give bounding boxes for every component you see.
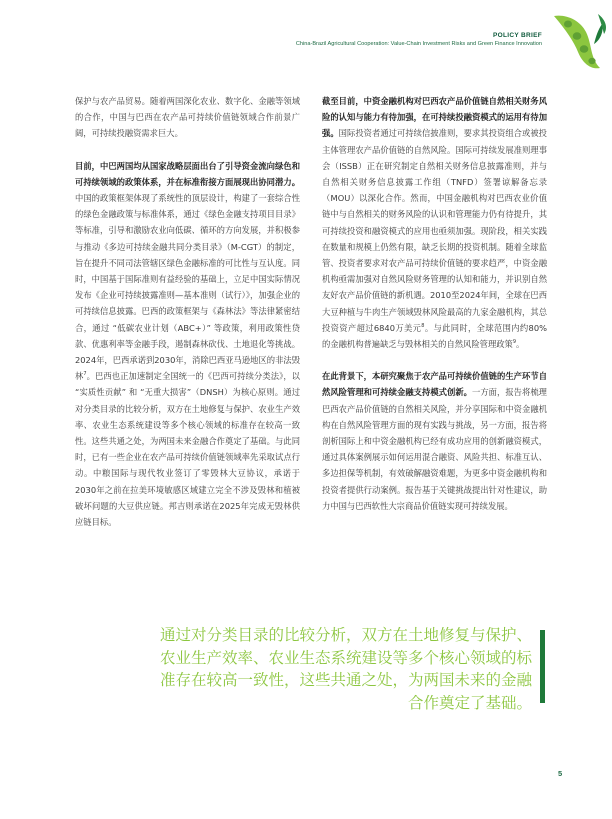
left-text-column bbox=[75, 93, 300, 546]
left-paragraph-2: 目前，中巴两国均从国家战略层面出台了引导资金流向绿色和可持续领域的政策体系，并在标准衔接方面展现出协同潜力。中国的政策框架体现了系统性的顶层设计，构建了一套综合性的绿色金融政策与标准体系，通过《绿色金融支持项目目录》等标准，引导和激励农业向低碳、循环的方向发展，并积极参与推动《多边可持续金融共同分类目录》（M-CGT）的制定，旨在提升不同司法管辖区绿色金融标准的可比性与互认度。同时，中国基于国际准则有益经验的基础上，立足中国实际情况发布《企业可持续披露准则—基本准则（试行）》，加强企业的可持续信息披露。巴西的政策框架与《森林法》等法律紧密结合，通过 “低碳农业计划（ABC+）” 等政策，利用政策性贷款、优惠利率等金融手段，遏制森林砍伐、土地退化等挑战。2024年，巴西承诺到2030年，消除巴西亚马逊地区的非法毁林$^7$。巴西也正加速制定全国统一的《巴西可持续分类法》，以 “实质性贡献” 和 “无重大损害”（DNSH）为核心原则。通过对分类目录的比较分析，双方在土地修复与保护、农业生产效率、农业生态系统建设等多个核心领域的标准存在较高一致性。这些共通之处，为两国未来金融合作奠定了基础。与此同时，已有一些企业在农产品可持续价值链领域率先采取试点行动。中粮国际与现代牧业签订了零毁林大豆协议，承诺于2030年之前在拉美环境敏感区域建立完全不涉及毁林和植被破坏问题的大豆供应链。邦吉则承诺在2025年完成无毁林供应链目标。 bbox=[75, 160, 300, 528]
right-paragraph-1: 截至目前，中资金融机构对巴西农产品价值链自然相关财务风险的认知与能力有待加强，在可持续投融资模式的运用有待加强。国际投资者通过可持续信披准则，要求其投资组合或被投主体管理农产品价值链的自然风险。国际可持续发展准则理事会（ISSB）正在研究制定自然相关财务信息披露准则，并与自然相关财务信息披露工作组（TNFD）签署谅解备忘录（MOU）以深化合作。然而，中国金融机构对巴西农业价值链中与自然相关的财务风险的认识和管理能力仍有待提升，其可持续投资和融资模式的应用也亟须加强。现阶段，相关实践在数量和规模上仍然有限，缺乏长期的投资机制。随着全球监管、投资者要求对农产品可持续价值链的要求趋严，中资金融机构亟需加强对自然风险财务管理的认知和能力，并识别自然友好农产品价值链的新机遇。2010至2024年间，全球在巴西大豆种植与牛肉生产领域毁林风险最高的九家金融机构，其总投资资产超过6840万美元$^8$。与此同时，全球范围内约80%的金融机构普遍缺乏与毁林相关的自然风险管理政策$^9$。 bbox=[322, 96, 547, 350]
right-paragraph-1-lead: 截至目前，中资金融机构对巴西农产品价值链自然相关财务风险的认知与能力有待加强，在可持续投融资模式的运用有待加强。 bbox=[322, 96, 547, 139]
footnote-ref: 9 bbox=[512, 339, 517, 346]
brief-title: POLICY BRIEF bbox=[493, 32, 542, 39]
right-paragraph-2-lead: 在此背景下，本研究聚焦于农产品可持续价值链的生产环节自然风险管理和可持续金融支持模式创新。 bbox=[322, 371, 547, 398]
left-paragraph-2-lead: 目前，中巴两国均从国家战略层面出台了引导资金流向绿色和可持续领域的政策体系，并在标准衔接方面展现出协同潜力。 bbox=[75, 160, 300, 187]
footnote-ref: 8 bbox=[421, 323, 425, 330]
pull-quote-bar bbox=[540, 630, 545, 703]
left-paragraph-1: 保护与农产品贸易。随着两国深化农业、数字化、金融等领域的合作，中国与巴西在农产品可持续价值链领域合作前景广阔，可持续投融资需求巨大。 bbox=[75, 96, 300, 139]
brief-subtitle: China-Brazil Agricultural Cooperation: Value-Chain Investment Risks and Green Finance Innovation bbox=[295, 41, 542, 47]
soybean-pod-logo-icon bbox=[546, 10, 608, 76]
footnote-ref: 7 bbox=[83, 371, 87, 378]
policy-brief-header bbox=[296, 32, 542, 47]
right-text-column bbox=[322, 93, 547, 530]
page-number: 5 bbox=[558, 769, 563, 778]
pull-quote: 通过对分类目录的比较分析，双方在土地修复与保护、农业生产效率、农业生态系统建设等多个核心领域的标准存在较高一致性，这些共通之处，为两国未来的金融合作奠定了基础。 bbox=[159, 626, 532, 712]
right-paragraph-2: 在此背景下，本研究聚焦于农产品可持续价值链的生产环节自然风险管理和可持续金融支持模式创新。一方面，报告将梳理巴西农产品价值链的自然相关风险，并分享国际和中资金融机构在自然风险管理方面的现有实践与挑战，另一方面，报告将剖析国际上和中资金融机构已经有成功应用的创新融资模式，通过具体案例展示如何运用混合融资、风险共担、标准互认、多边担保等机制，有效破解融资难题，为更多中资金融机构和投资者提供行动案例。报告基于关键挑战提出针对性建议，助力中国与巴西软性大宗商品价值链实现可持续发展。 bbox=[322, 371, 547, 511]
